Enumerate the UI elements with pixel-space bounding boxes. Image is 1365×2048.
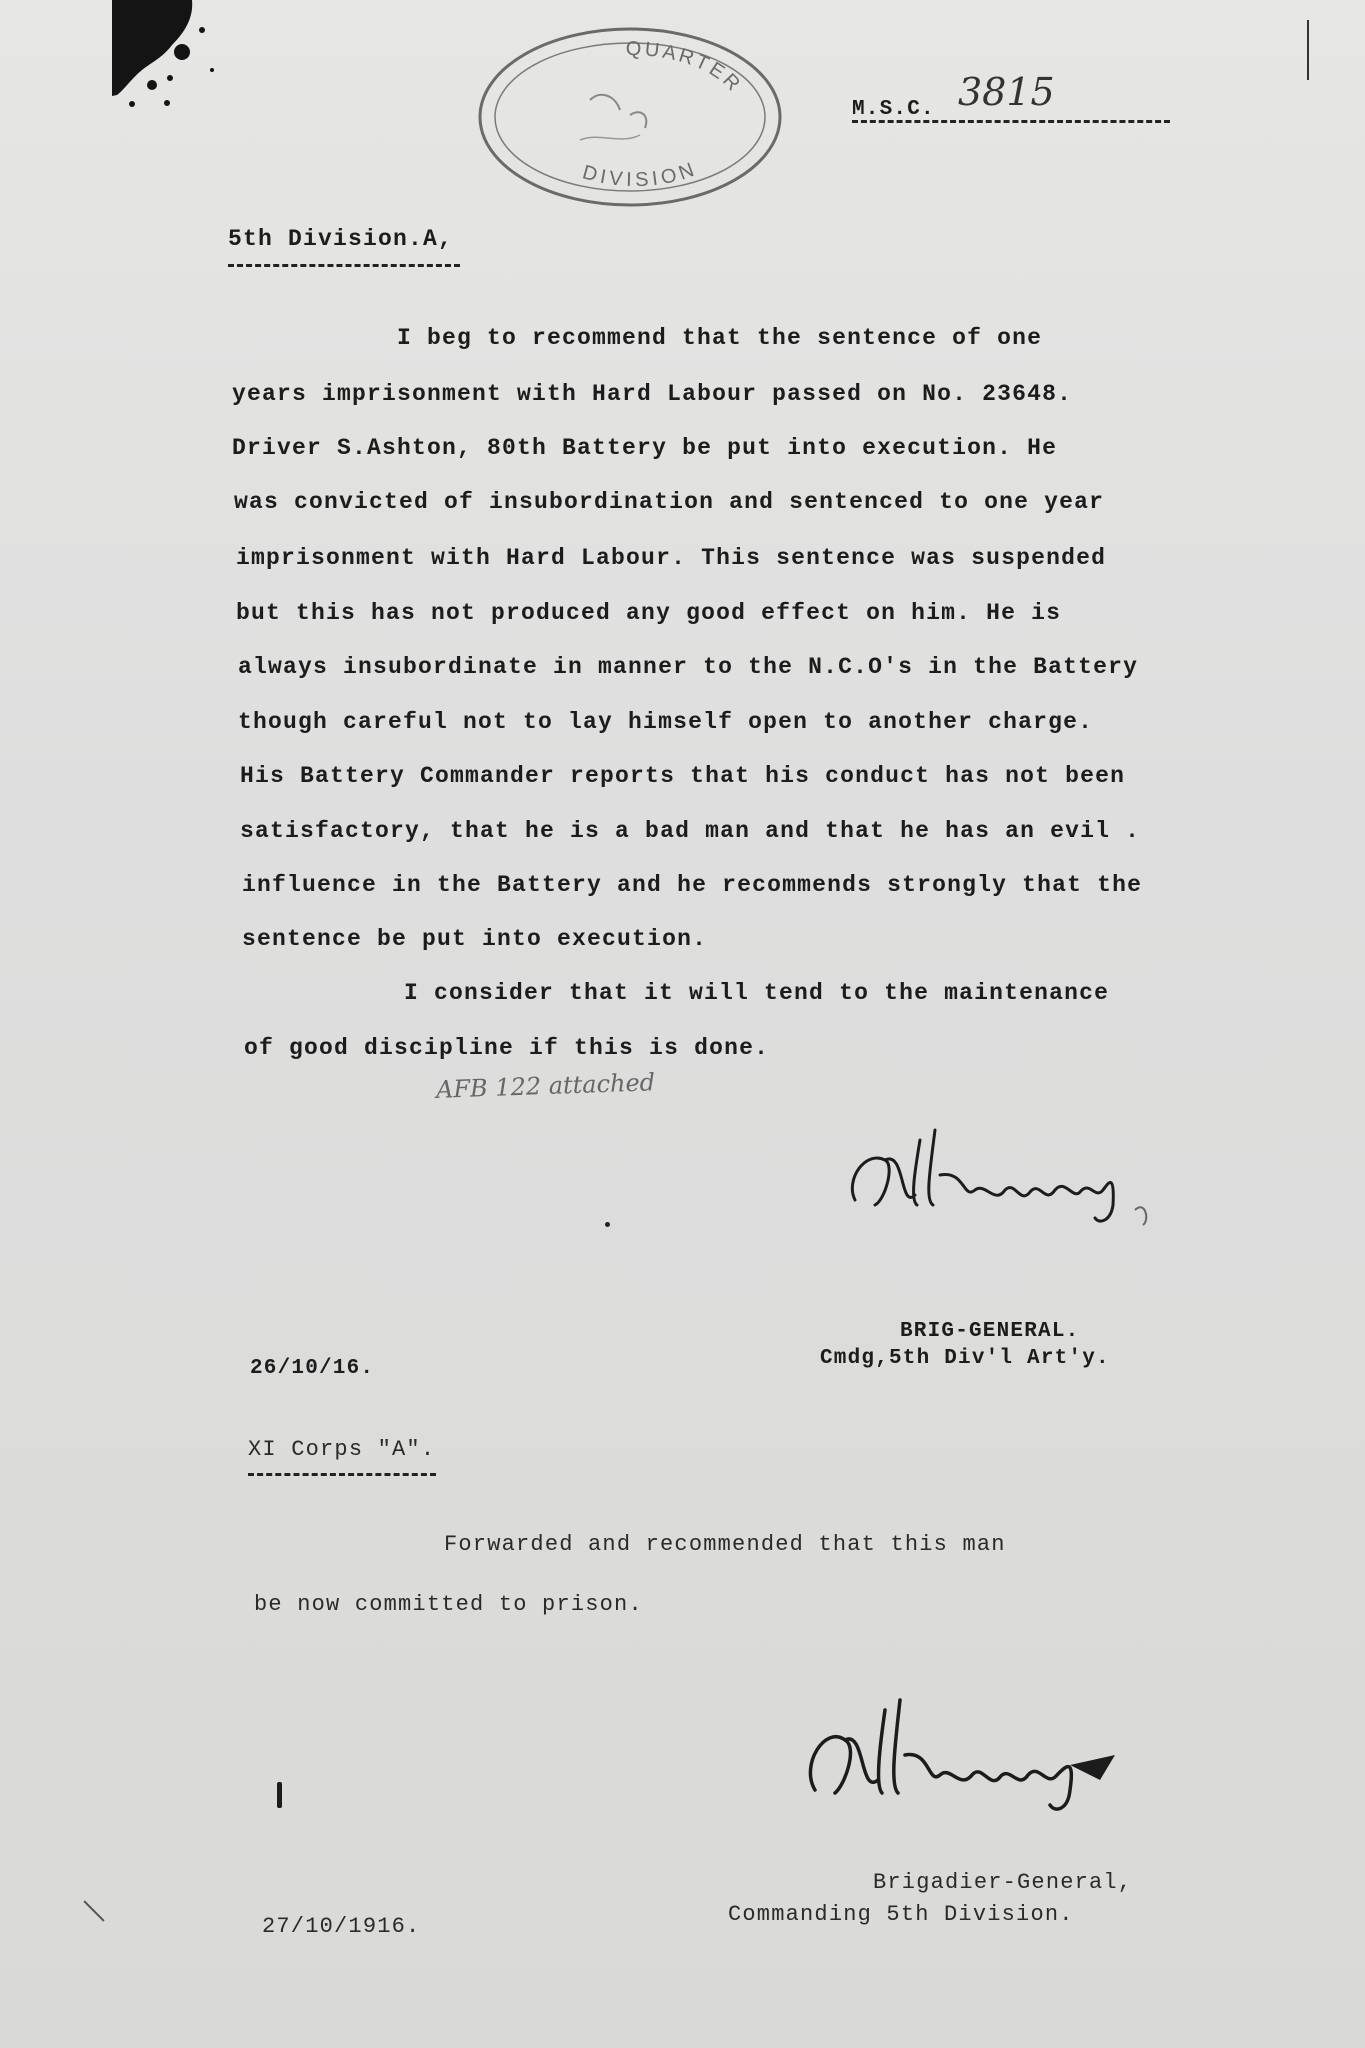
command-5th-division: Commanding 5th Division. (728, 1902, 1074, 1927)
msc-number: 3815 (958, 70, 1055, 114)
command-5th-divl-arty: Cmdg,5th Div'l Art'y. (820, 1347, 1110, 1370)
handwritten-attachment-note: AFB 122 attached (435, 1068, 656, 1104)
body-line-3: Driver S.Ashton, 80th Battery be put into execution. He (232, 435, 1058, 461)
body-line-1: I beg to recommend that the sentence of one (397, 325, 1043, 351)
forward-line-2: be now committed to prison. (254, 1592, 643, 1617)
headquarters-stamp (470, 20, 790, 215)
body-line-7: always insubordinate in manner to the N.C.O's in the Battery (238, 654, 1139, 680)
body2-line-1: I consider that it will tend to the maintenance (404, 980, 1110, 1006)
svg-text:DIVISION (580, 158, 701, 192)
svg-text:QUARTERS (470, 20, 746, 97)
body-line-8: though careful not to lay himself open to another charge. (238, 709, 1094, 735)
rank-brig-general: BRIG-GENERAL. (900, 1320, 1080, 1343)
page-edge-line (1307, 20, 1309, 80)
msc-label: M.S.C. (852, 98, 935, 121)
xi-corps-underline (248, 1473, 436, 1476)
addressee-xi-corps: XI Corps "A". (248, 1437, 436, 1462)
ink-dot (605, 1222, 610, 1227)
msc-underline (852, 120, 1170, 123)
signature-2 (800, 1685, 1180, 1815)
body-line-5: imprisonment with Hard Labour. This sentence was suspended (236, 545, 1107, 571)
body-line-12: sentence be put into execution. (242, 926, 708, 952)
date-1: 26/10/16. (250, 1357, 375, 1380)
body-line-10: satisfactory, that he is a bad man and that he has an evil . (240, 818, 1141, 844)
addressee-underline (228, 264, 460, 267)
corner-scratch-mark (83, 1900, 104, 1921)
rank-brigadier-general: Brigadier-General, (873, 1870, 1133, 1895)
body-line-4: was convicted of insubordination and sentenced to one year (234, 489, 1105, 515)
date-2: 27/10/1916. (262, 1914, 421, 1939)
ink-mark-left (277, 1782, 282, 1808)
signature-1 (845, 1120, 1185, 1230)
stamp-bottom-text: DIVISION (580, 157, 701, 192)
body-line-2: years imprisonment with Hard Labour passed on No. 23648. (232, 381, 1073, 407)
forward-line-1: Forwarded and recommended that this man (444, 1532, 1006, 1557)
body-line-6: but this has not produced any good effect on him. He is (236, 600, 1062, 626)
ink-blot-mark (112, 0, 262, 110)
body-line-9: His Battery Commander reports that his conduct has not been (240, 763, 1126, 789)
body-line-11: influence in the Battery and he recommends strongly that the (242, 872, 1143, 898)
addressee-5th-division: 5th Division.A, (228, 226, 454, 252)
stamp-top-text: QUARTER (625, 37, 747, 98)
body2-line-2: of good discipline if this is done. (244, 1035, 770, 1061)
